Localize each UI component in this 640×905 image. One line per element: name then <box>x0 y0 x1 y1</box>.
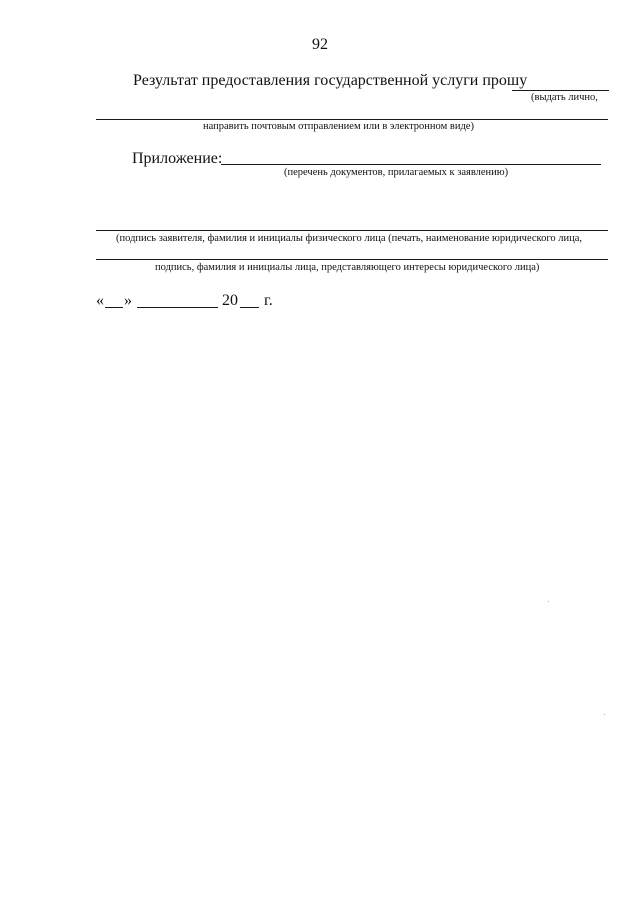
result-hint-second: направить почтовым отправлением или в электронном виде) <box>203 121 474 132</box>
attachment-label: Приложение: <box>132 150 223 167</box>
date-month-blank <box>137 307 218 308</box>
date-day-blank <box>105 307 123 308</box>
result-method-line <box>96 119 608 120</box>
scan-speck <box>548 601 549 602</box>
result-request-text: Результат предоставления государственной услуги прошу <box>133 72 528 89</box>
attachment-hint: (перечень документов, прилагаемых к заявлению) <box>284 167 509 178</box>
signature-hint-second: подпись, фамилия и инициалы лица, представляющего интересы юридического лица) <box>155 262 540 273</box>
signature-hint-first: (подпись заявителя, фамилия и инициалы физического лица (печать, наименование юридического лица, <box>116 233 583 244</box>
attachment-blank <box>221 164 601 165</box>
scan-speck <box>604 714 605 715</box>
signature-line-first <box>96 230 608 231</box>
date-close-quote: » <box>124 292 132 309</box>
result-method-blank <box>512 90 609 91</box>
signature-line-second <box>96 259 608 260</box>
date-year-suffix: г. <box>264 292 273 309</box>
page-number: 92 <box>312 36 328 53</box>
result-hint-first: (выдать лично, <box>531 92 598 103</box>
date-year-blank <box>240 307 259 308</box>
date-open-quote: « <box>96 292 104 309</box>
date-year-prefix: 20 <box>222 292 238 309</box>
